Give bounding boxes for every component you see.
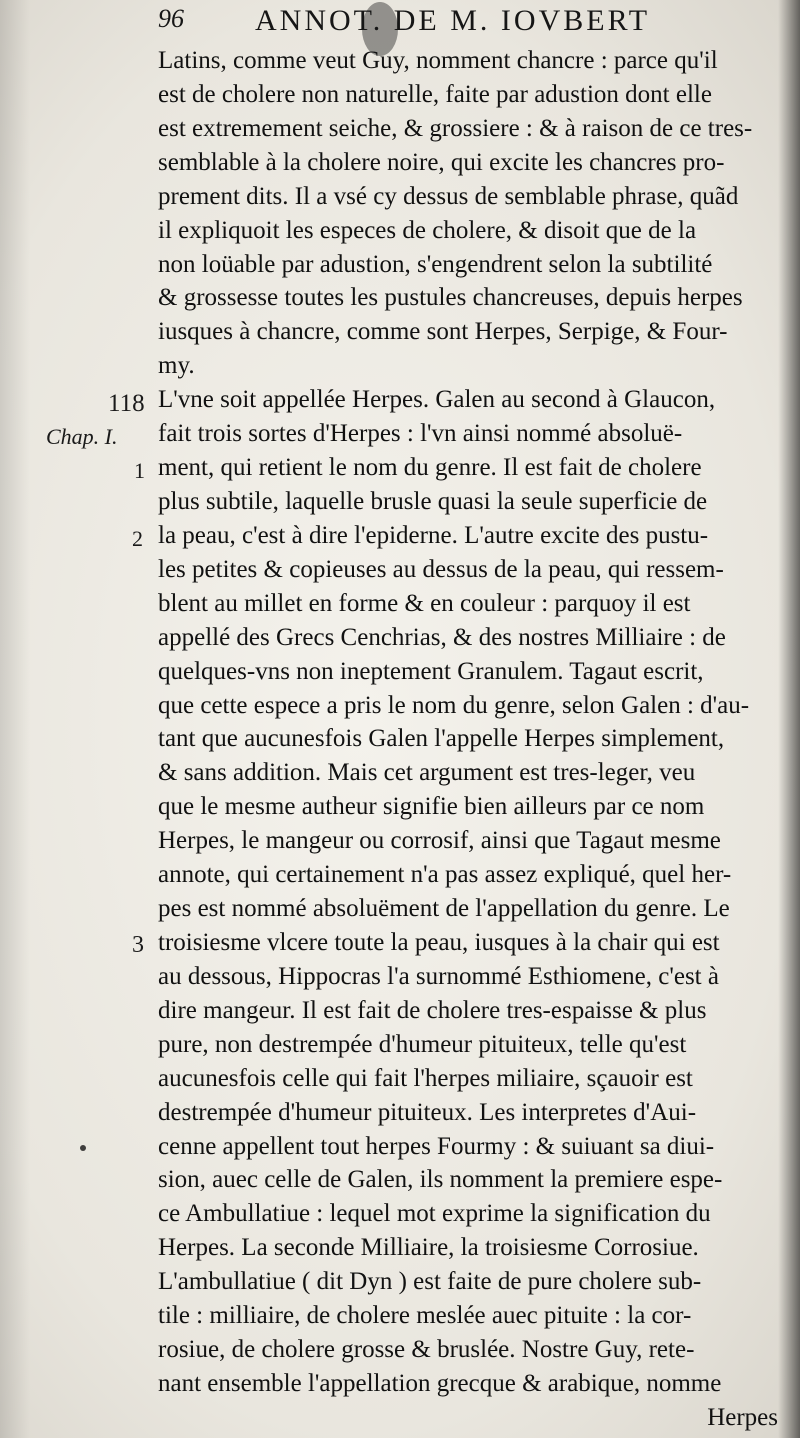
text-line [158,689,778,723]
text-line-content: iusques à chancre, comme sont Herpes, Serpige, & Four- [158,318,728,346]
body-text [158,44,778,1435]
running-title: ANNOT. DE M. IOVBERT [255,4,651,37]
text-line [158,1130,778,1164]
text-line-content: dire mangeur. Il est fait de cholere tres-espaisse & plus [158,996,707,1024]
text-line [158,1028,778,1062]
text-line [158,315,778,349]
text-line [158,1333,778,1367]
text-line-content: cenne appellent tout herpes Fourmy : & suiuant sa diui- [158,1132,715,1160]
text-line-content: il expliquoit les especes de cholere, & disoit que de la [158,216,697,244]
text-line-content: tant que aucunesfois Galen l'appelle Herpes simplement, [158,725,725,753]
text-line [158,756,778,790]
text-line-content: L'ambullatiue ( dit Dyn ) est faite de pure cholere sub- [158,1268,702,1296]
text-line [158,824,778,858]
catchword-line [158,1401,778,1435]
text-line-content: destrempée d'humeur pituiteux. Les interpretes d'Aui- [158,1098,697,1126]
text-line-content: sion, auec celle de Galen, ils nomment la premiere espe- [158,1166,723,1194]
text-line [158,1231,778,1265]
text-line [158,1163,778,1197]
text-line-content: blent au millet en forme & en couleur : parquoy il est [158,589,691,617]
text-line [158,858,778,892]
text-line-content: my. [158,352,195,380]
text-line-content: ment, qui retient le nom du genre. Il est fait de cholere [158,454,702,482]
margin-chapter-ref: Chap. I. [46,424,118,449]
text-line-content: au dessous, Hippocras l'a surnommé Esthiomene, c'est à [158,962,719,990]
text-line-content: L'vne soit appellée Herpes. Galen au second à Glaucon, [158,386,716,414]
text-line [158,722,778,756]
text-line-content: est extremement seiche, & grossiere : & à raison de ce tres- [158,114,753,142]
text-line-content: nant ensemble l'appellation grecque & arabique, nomme [158,1369,722,1397]
text-line-content: troisiesme vlcere toute la peau, iusques à la chair qui est [158,928,720,956]
text-line-content: est de cholere non naturelle, faite par adustion dont elle [158,80,712,108]
text-line [158,655,778,689]
page-edge-shadow [778,0,800,1438]
text-line [158,146,778,180]
running-head [150,2,710,42]
text-line [158,1062,778,1096]
margin-item-1: 1 [134,458,145,483]
text-line-content: pure, non destrempée d'humeur pituiteux, telle qu'est [158,1030,687,1058]
text-line-content: Latins, comme veut Guy, nomment chancre : parce qu'il [158,47,718,74]
text-line [158,790,778,824]
catchword: Herpes [707,1403,778,1431]
gutter-shadow [0,0,30,1438]
text-line-content: appellé des Grecs Cenchrias, & des nostres Milliaire : de [158,623,726,651]
margin-item-3: 3 [132,932,144,958]
text-line [158,960,778,994]
text-line [158,553,778,587]
text-line-content: tile : milliaire, de cholere meslée auec pituite : la cor- [158,1302,692,1330]
page-number: 96 [158,4,184,33]
text-line [158,417,778,451]
margin-item-2: 2 [132,526,143,551]
text-line [158,1197,778,1231]
text-line-content: & grossesse toutes les pustules chancreuses, depuis herpes [158,284,743,312]
text-line-content: quelques-vns non ineptement Granulem. Tagaut escrit, [158,657,704,685]
text-line-content: la peau, c'est à dire l'epiderne. L'autre excite des pustu- [158,521,709,549]
text-line-content: que le mesme autheur signifie bien ailleurs par ce nom [158,793,705,821]
text-line [158,587,778,621]
text-line [158,926,778,960]
text-line-content: Herpes, le mangeur ou corrosif, ainsi que Tagaut mesme [158,827,721,855]
text-line-content: Herpes. La seconde Milliaire, la troisiesme Corrosiue. [158,1234,699,1262]
text-line [158,349,778,383]
text-line-content: annote, qui certainement n'a pas assez expliqué, quel her- [158,861,732,889]
text-line-content: semblable à la cholere noire, qui excite les chancres pro- [158,148,725,176]
text-line [158,180,778,214]
text-line-content: ce Ambullatiue : lequel mot exprime la signification du [158,1200,711,1228]
text-line-content: pes est nommé absoluëment de l'appellation du genre. Le [158,895,730,923]
text-line-content: les petites & copieuses au dessus de la peau, qui ressem- [158,555,724,583]
text-line-content: plus subtile, laquelle brusle quasi la seule superficie de [158,487,708,515]
text-line [158,281,778,315]
text-line [158,1265,778,1299]
text-line-content: aucunesfois celle qui fait l'herpes miliaire, sçauoir est [158,1064,693,1092]
margin-paragraph-number: 118 [108,390,145,417]
text-line [158,519,778,553]
text-line [158,485,778,519]
text-line-content: fait trois sortes d'Herpes : l'vn ainsi nommé absoluë- [158,420,683,448]
text-line [158,44,778,78]
text-line [158,621,778,655]
text-line [158,112,778,146]
text-line [158,892,778,926]
text-line [158,383,778,417]
text-line [158,248,778,282]
text-line [158,78,778,112]
text-line-content: que cette espece a pris le nom du genre, selon Galen : d'au- [158,691,750,719]
text-line [158,1299,778,1333]
text-line [158,1096,778,1130]
text-line [158,451,778,485]
text-line-content: prement dits. Il a vsé cy dessus de semblable phrase, quãd [158,182,739,210]
text-line [158,994,778,1028]
text-line [158,1367,778,1401]
text-line-content: & sans addition. Mais cet argument est tres-leger, veu [158,759,696,787]
ink-dot [80,1145,86,1151]
text-line-content: non loüable par adustion, s'engendrent selon la subtilité [158,250,713,278]
text-line [158,214,778,248]
text-line-content: rosiue, de cholere grosse & bruslée. Nostre Guy, rete- [158,1336,695,1364]
